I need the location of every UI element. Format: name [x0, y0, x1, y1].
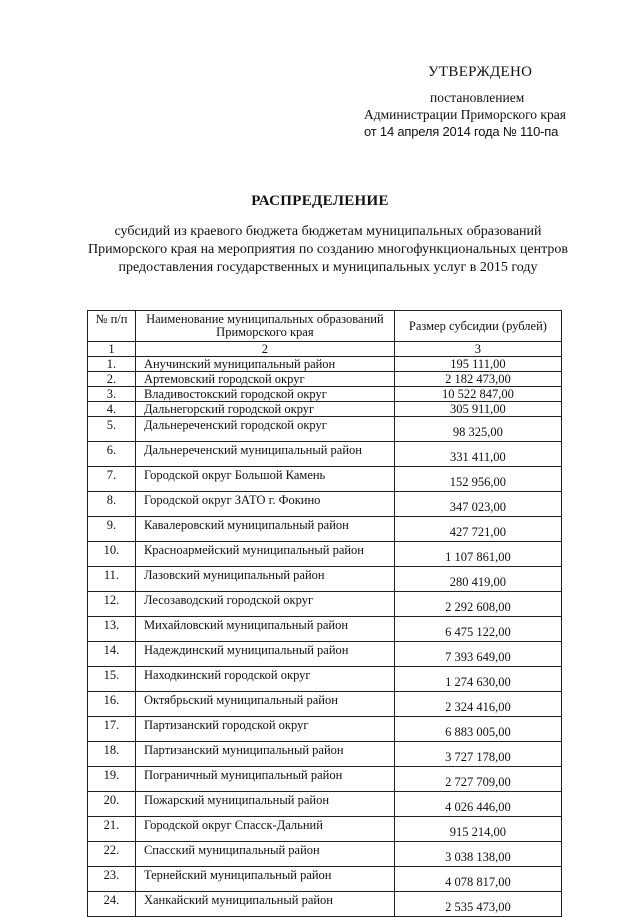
table-row [88, 867, 562, 892]
municipality-name: Михайловский муниципальный район [135, 617, 394, 642]
municipality-name: Городской округ ЗАТО г. Фокино [135, 492, 394, 517]
table-row [88, 842, 562, 867]
municipality-name: Дальнегорский городской округ [135, 402, 394, 417]
municipality-name: Владивостокский городской округ [135, 387, 394, 402]
table-row [88, 402, 562, 417]
row-number: 11. [88, 567, 136, 592]
decree-line-2: Администрации Приморского края [364, 107, 566, 122]
header-number: № п/п [88, 311, 136, 342]
municipality-name: Городской округ Большой Камень [135, 467, 394, 492]
row-number: 22. [88, 842, 136, 867]
table-row [88, 372, 562, 387]
municipality-name: Партизанский муниципальный район [135, 742, 394, 767]
municipality-name: Спасский муниципальный район [135, 842, 394, 867]
table-row [88, 817, 562, 842]
row-number: 24. [88, 892, 136, 917]
subsidy-amount: 305 911,00 [394, 402, 561, 417]
subsidy-amount: 3 038 138,00 [394, 842, 561, 867]
table-row [88, 442, 562, 467]
subsidy-amount: 331 411,00 [394, 442, 561, 467]
subsidy-amount: 2 727 709,00 [394, 767, 561, 792]
row-number: 9. [88, 517, 136, 542]
table-row [88, 467, 562, 492]
row-number: 19. [88, 767, 136, 792]
subsidy-amount: 2 182 473,00 [394, 372, 561, 387]
municipality-name: Дальнереченский городской округ [135, 417, 394, 442]
row-number: 15. [88, 667, 136, 692]
row-number: 14. [88, 642, 136, 667]
table-row [88, 517, 562, 542]
municipality-name: Пожарский муниципальный район [135, 792, 394, 817]
municipality-name: Дальнереченский муниципальный район [135, 442, 394, 467]
subsidy-amount: 915 214,00 [394, 817, 561, 842]
table-row [88, 892, 562, 917]
municipality-name: Кавалеровский муниципальный район [135, 517, 394, 542]
municipality-name: Артемовский городской округ [135, 372, 394, 387]
approval-stamp: УТВЕРЖДЕНО [428, 64, 533, 80]
municipality-name: Тернейский муниципальный район [135, 867, 394, 892]
subsidy-amount: 195 111,00 [394, 357, 561, 372]
subtitle-line-3: предоставления государственных и муниципальных услуг в 2015 году [118, 260, 538, 275]
municipality-name: Партизанский городской округ [135, 717, 394, 742]
decree-line-1: постановлением [430, 90, 525, 105]
row-number: 4. [88, 402, 136, 417]
subsidy-amount: 2 292 608,00 [394, 592, 561, 617]
row-number: 21. [88, 817, 136, 842]
municipality-name: Пограничный муниципальный район [135, 767, 394, 792]
row-number: 8. [88, 492, 136, 517]
row-number: 5. [88, 417, 136, 442]
subsidy-amount: 2 324 416,00 [394, 692, 561, 717]
row-number: 20. [88, 792, 136, 817]
table-row [88, 417, 562, 442]
row-number: 3. [88, 387, 136, 402]
decree-line-3: от 14 апреля 2014 года № 110-па [364, 124, 559, 139]
municipality-name: Красноармейский муниципальный район [135, 542, 394, 567]
subsidy-amount: 10 522 847,00 [394, 387, 561, 402]
subsidy-amount: 7 393 649,00 [394, 642, 561, 667]
table-row [88, 357, 562, 372]
municipality-name: Октябрьский муниципальный район [135, 692, 394, 717]
subsidy-amount: 4 026 446,00 [394, 792, 561, 817]
subsidy-amount: 98 325,00 [394, 417, 561, 442]
table-row [88, 387, 562, 402]
table-row [88, 542, 562, 567]
column-number-1: 1 [88, 342, 136, 357]
row-number: 13. [88, 617, 136, 642]
row-number: 12. [88, 592, 136, 617]
table-row [88, 792, 562, 817]
row-number: 17. [88, 717, 136, 742]
municipality-name: Ханкайский муниципальный район [135, 892, 394, 917]
municipality-name: Городской округ Спасск-Дальний [135, 817, 394, 842]
municipality-name: Находкинский городской округ [135, 667, 394, 692]
table-row [88, 692, 562, 717]
row-number: 16. [88, 692, 136, 717]
table-row [88, 567, 562, 592]
document-title: РАСПРЕДЕЛЕНИЕ [251, 193, 389, 209]
table-row [88, 742, 562, 767]
table-row [88, 642, 562, 667]
municipality-name: Лазовский муниципальный район [135, 567, 394, 592]
subsidy-amount: 2 535 473,00 [394, 892, 561, 917]
row-number: 10. [88, 542, 136, 567]
row-number: 18. [88, 742, 136, 767]
subsidy-amount: 1 107 861,00 [394, 542, 561, 567]
column-number-3: 3 [394, 342, 561, 357]
row-number: 7. [88, 467, 136, 492]
subsidy-amount: 3 727 178,00 [394, 742, 561, 767]
row-number: 2. [88, 372, 136, 387]
row-number: 6. [88, 442, 136, 467]
municipality-name: Лесозаводский городской округ [135, 592, 394, 617]
subsidy-amount: 1 274 630,00 [394, 667, 561, 692]
subsidy-table [87, 310, 562, 917]
table-row [88, 617, 562, 642]
subsidy-amount: 4 078 817,00 [394, 867, 561, 892]
subsidy-amount: 152 956,00 [394, 467, 561, 492]
table-row [88, 492, 562, 517]
municipality-name: Надеждинский муниципальный район [135, 642, 394, 667]
header-municipality: Наименование муниципальных образований Приморского края [135, 311, 394, 342]
municipality-name: Анучинский муниципальный район [135, 357, 394, 372]
subsidy-amount: 347 023,00 [394, 492, 561, 517]
column-numbers-row [88, 342, 562, 357]
subsidy-amount: 280 419,00 [394, 567, 561, 592]
row-number: 1. [88, 357, 136, 372]
subsidy-amount: 6 883 005,00 [394, 717, 561, 742]
column-number-2: 2 [135, 342, 394, 357]
table-row [88, 717, 562, 742]
subtitle-line-2: Приморского края на мероприятия по созданию многофункциональных центров [87, 242, 569, 257]
row-number: 23. [88, 867, 136, 892]
subtitle-line-1: субсидий из краевого бюджета бюджетам муниципальных образований [114, 224, 542, 239]
subsidy-amount: 6 475 122,00 [394, 617, 561, 642]
table-header-row [88, 311, 562, 342]
table-row [88, 667, 562, 692]
table-row [88, 767, 562, 792]
subsidy-amount: 427 721,00 [394, 517, 561, 542]
table-row [88, 592, 562, 617]
header-subsidy: Размер субсидии (рублей) [394, 311, 561, 342]
